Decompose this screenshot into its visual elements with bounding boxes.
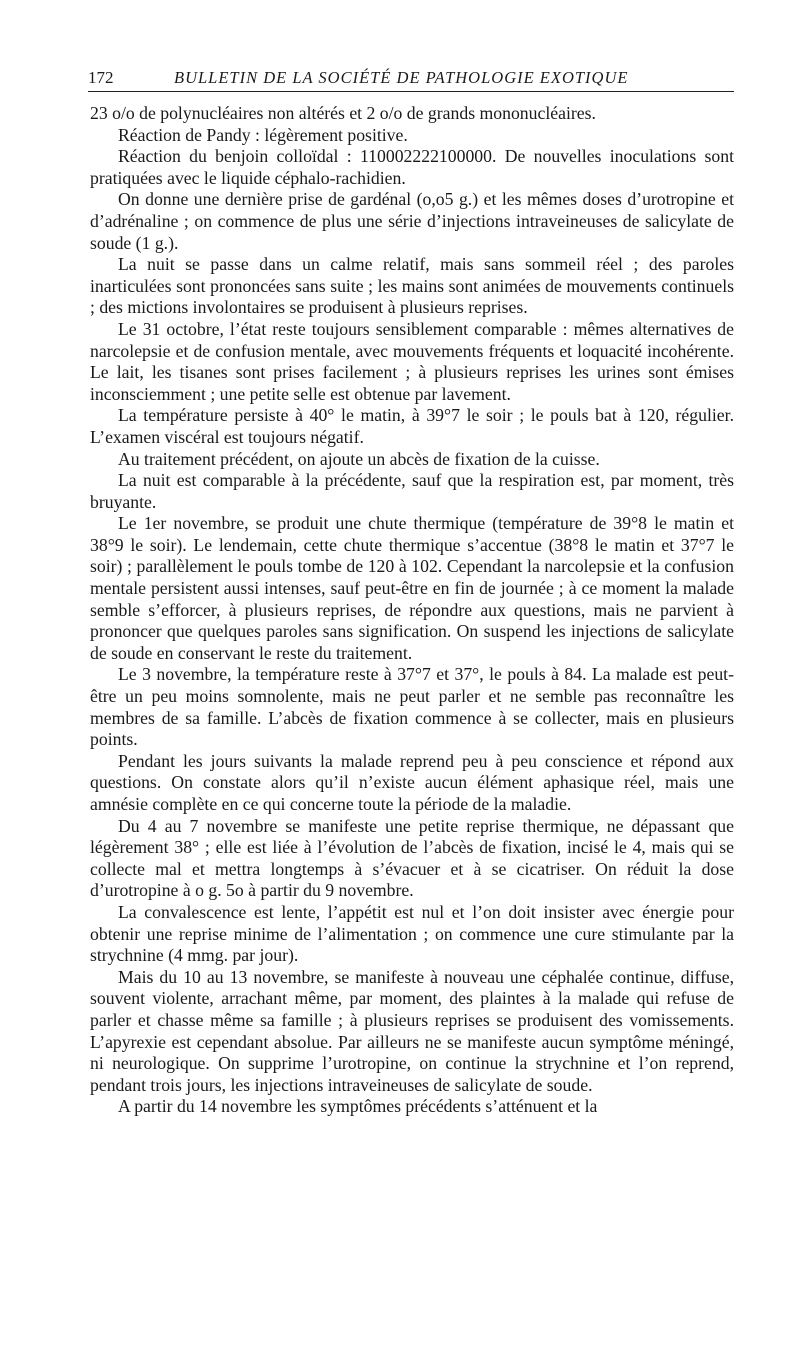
paragraph: Au traitement précédent, on ajoute un abcès de fixation de la cuisse. xyxy=(118,448,600,469)
paragraph: Le 3 novembre, la température reste à 37°7 et 37°, le pouls à 84. La malade est peut-être un peu moins somnolente, mais ne peut parler et ne semble pas reconnaître les membres de sa famille. L’abcès de fixation commence à se collecter, mais en plusieurs points. xyxy=(90,664,734,750)
paragraph: La convalescence est lente, l’appétit est nul et l’on doit insister avec énergie pour obtenir une reprise minime de l’alimentation ; on commence une cure stimulante par la strychnine (4 mmg. par jour). xyxy=(90,901,734,966)
body-text xyxy=(90,103,734,1118)
paragraph: Du 4 au 7 novembre se manifeste une petite reprise thermique, ne dépassant que légèrement 38° ; elle est liée à l’évolution de l’abcès de fixation, incisé le 4, mais qui se collecte mal et mettra longtemps à s’évacuer et à se cicatriser. On réduit la dose d’urotropine à o g. 5o à partir du 9 novembre. xyxy=(90,815,734,901)
paragraph: Réaction du benjoin colloïdal : 110002222100000. De nouvelles inoculations sont pratiquées avec le liquide céphalo-rachidien. xyxy=(90,146,734,188)
running-header xyxy=(88,68,734,88)
paragraph: La température persiste à 40° le matin, à 39°7 le soir ; le pouls bat à 120, régulier. L’examen viscéral est toujours négatif. xyxy=(90,405,734,447)
paragraph: 23 o/o de polynucléaires non altérés et 2 o/o de grands mononucléaires. xyxy=(90,103,596,123)
paragraph: Réaction de Pandy : légèrement positive. xyxy=(118,124,408,145)
header-rule xyxy=(88,91,734,92)
paragraph: Pendant les jours suivants la malade reprend peu à peu conscience et répond aux questions. On constate alors qu’il n’existe aucun élément aphasique réel, mais une amnésie complète en ce qui concerne toute la période de la maladie. xyxy=(90,750,734,814)
paragraph: La nuit se passe dans un calme relatif, mais sans sommeil réel ; des paroles inarticulées sont prononcées sans suite ; les mains sont animées de mouvements continuels ; des mictions involontaires se produisent à plusieurs reprises. xyxy=(90,254,734,318)
running-title: BULLETIN DE LA SOCIÉTÉ DE PATHOLOGIE EXOTIQUE xyxy=(174,68,629,87)
paragraph: Mais du 10 au 13 novembre, se manifeste à nouveau une céphalée continue, diffuse, souvent violente, arrachant même, par moment, des plaintes à la malade qui refuse de parler et chasse même sa famille ; à plusieurs reprises se produisent des vomissements. L’apyrexie est cependant absolue. Par ailleurs ne se manifeste aucun symptôme méningé, ni neurologique. On supprime l’urotropine, on continue la strychnine et l’on reprend, pendant trois jours, les injections intraveineuses de salicylate de soude. xyxy=(90,966,734,1095)
paragraph: La nuit est comparable à la précédente, sauf que la respiration est, par moment, très bruyante. xyxy=(90,470,734,512)
page-number: 172 xyxy=(88,68,114,87)
paragraph: A partir du 14 novembre les symptômes précédents s’atténuent et la xyxy=(118,1096,598,1117)
paragraph: Le 1er novembre, se produit une chute thermique (température de 39°8 le matin et 38°9 le soir). Le lendemain, cette chute thermique s’accentue (38°8 le matin et 37°7 le soir) ; parallèlement le pouls tombe de 120 à 102. Cependant la narcolepsie et la confusion mentale persistent aussi intenses, sauf peut-être en fin de journée ; à ce moment la malade semble s’efforcer, à plusieurs reprises, de répondre aux questions, mais ne parvient à prononcer que quelques paroles sans signification. On suspend les injections de salicylate de soude en conservant le reste du traitement. xyxy=(90,513,734,663)
paragraph: Le 31 octobre, l’état reste toujours sensiblement comparable : mêmes alternatives de narcolepsie et de confusion mentale, avec mouvements fréquents et loquacité incohérente. Le lait, les tisanes sont prises facilement ; à plusieurs reprises les urines sont émises inconsciemment ; une petite selle est obtenue par lavement. xyxy=(90,318,734,404)
paragraph: On donne une dernière prise de gardénal (o,o5 g.) et les mêmes doses d’urotropine et d’adrénaline ; on commence de plus une série d’injections intraveineuses de salicylate de soude (1 g.). xyxy=(90,189,734,253)
